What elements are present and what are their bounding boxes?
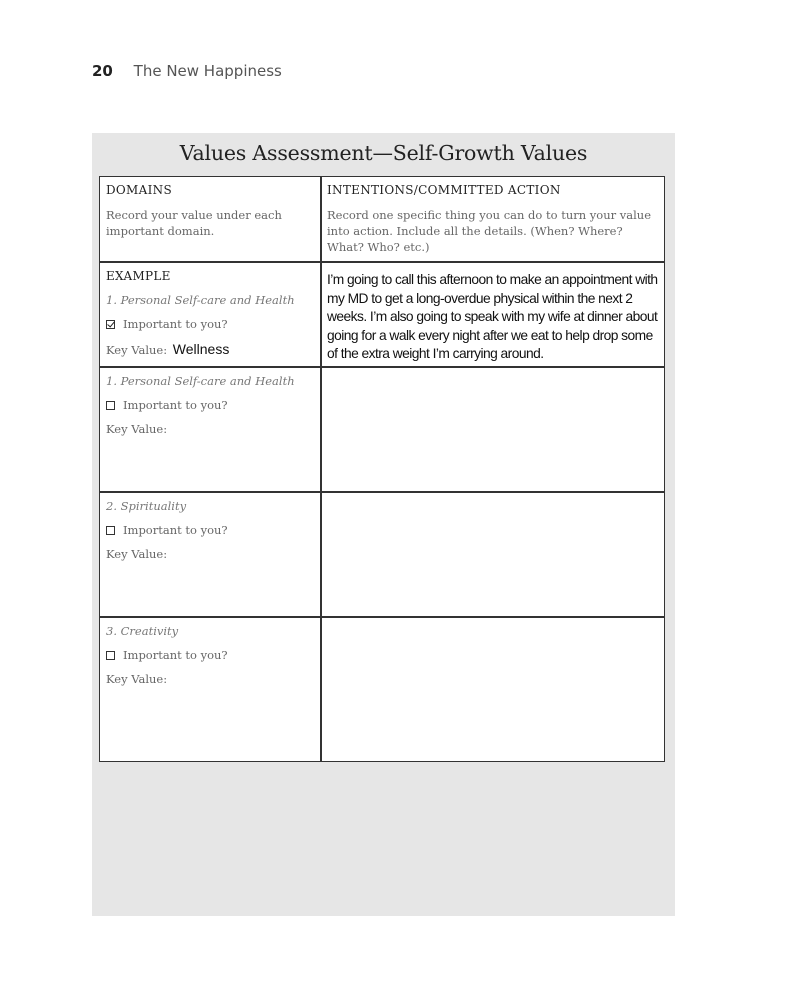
important-label: Important to you?: [123, 398, 228, 412]
example-key-value: [106, 341, 320, 357]
example-domain-name: 1. Personal Self-care and Health: [106, 293, 295, 307]
important-label: Important to you?: [123, 648, 228, 662]
domain-name: 2. Spirituality: [106, 499, 187, 513]
example-important-row: [106, 317, 320, 331]
intentions-header-cell: [321, 183, 665, 255]
action-cell-spirituality[interactable]: [321, 492, 665, 616]
example-action-cell: [321, 271, 665, 364]
checkbox-icon[interactable]: [106, 526, 115, 535]
domain-cell-creativity: [100, 624, 320, 686]
domain-name: 3. Creativity: [106, 624, 179, 638]
example-key-value-label: Key Value:: [106, 343, 168, 357]
important-row: [106, 398, 320, 412]
key-value-label: Key Value:: [106, 547, 168, 561]
important-row: [106, 523, 320, 537]
action-cell-creativity[interactable]: [321, 617, 665, 761]
intentions-header: INTENTIONS/COMMITTED ACTION: [327, 183, 561, 197]
example-domain-cell: [100, 269, 320, 357]
domain-name: 1. Personal Self-care and Health: [106, 374, 295, 388]
checkbox-icon[interactable]: [106, 651, 115, 660]
checkbox-icon[interactable]: [106, 401, 115, 410]
domain-cell-self-care: [100, 374, 320, 436]
example-important-label: Important to you?: [123, 317, 228, 331]
panel-title: Values Assessment—Self-Growth Values: [179, 141, 588, 165]
page-number: 20: [92, 62, 113, 80]
key-value-label: Key Value:: [106, 422, 168, 436]
domain-cell-spirituality: [100, 499, 320, 561]
important-row: [106, 648, 320, 662]
example-label: EXAMPLE: [106, 269, 171, 283]
values-table: [99, 176, 665, 762]
action-cell-self-care[interactable]: [321, 367, 665, 491]
example-action-text: I’m going to call this afternoon to make an appointment with my MD to get a long-overdue physical within the next 2 weeks. I’m also going to speak with my wife at dinner about going for a walk every night after we eat to help drop some of the extra weight I’m carrying around.: [327, 272, 658, 361]
key-value-label: Key Value:: [106, 672, 168, 686]
page-header: [92, 62, 282, 80]
book-title: The New Happiness: [133, 62, 282, 80]
domains-description: Record your value under each important domain.: [106, 208, 282, 238]
domains-header-cell: [100, 183, 320, 239]
values-assessment-panel: [92, 133, 675, 916]
row-divider: [100, 261, 664, 263]
checked-checkbox-icon: [106, 320, 115, 329]
intentions-description: Record one specific thing you can do to turn your value into action. Include all the details. (When? Where? What? Who? etc.): [327, 208, 652, 254]
important-label: Important to you?: [123, 523, 228, 537]
example-key-value-text: Wellness: [172, 341, 230, 357]
domains-header: DOMAINS: [106, 183, 172, 197]
